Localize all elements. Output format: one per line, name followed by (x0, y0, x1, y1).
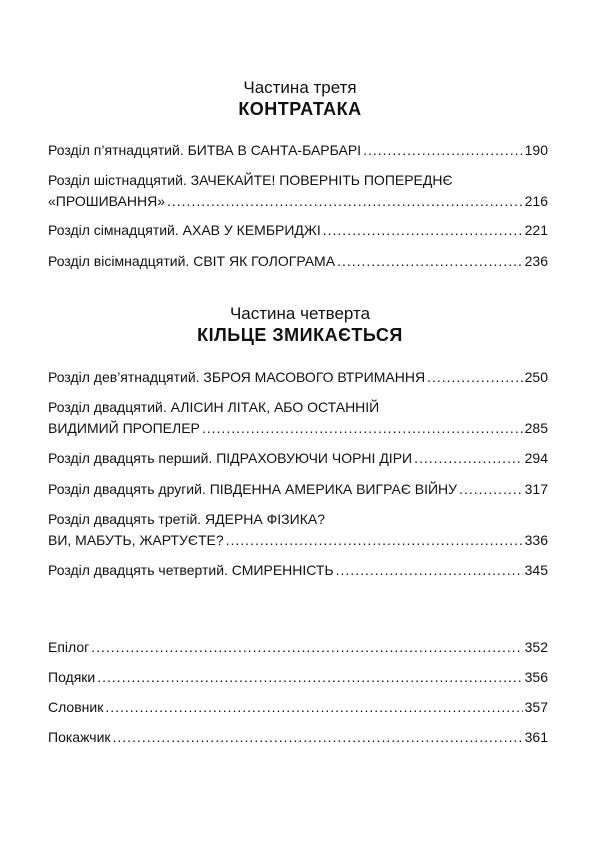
toc-entry-chapter-21 (48, 448, 548, 469)
toc-entry-title: Розділ шістнадцятий. ЗАЧЕКАЙТЕ! ПОВЕРНІТЬ ПОПЕРЕДНЄ (48, 172, 453, 188)
toc-entry-title: Розділ двадцять третій. ЯДЕРНА ФІЗИКА? (48, 511, 325, 527)
toc-entry-title-continued: ВИДИМИЙ ПРОПЕЛЕР (48, 420, 200, 436)
dot-leader (97, 667, 522, 688)
toc-entry-title: Розділ двадцятий. АЛІСИН ЛІТАК, АБО ОСТАННІЙ (48, 399, 380, 415)
toc-page-number: 357 (524, 699, 548, 715)
toc-entry-chapter-16 (48, 170, 548, 212)
dot-leader (202, 418, 523, 439)
dot-leader (226, 530, 523, 551)
toc-entry-epilogue (48, 637, 548, 658)
toc-entry-title: Подяки (48, 669, 96, 685)
toc-page-number: 216 (524, 193, 548, 209)
dot-leader (336, 560, 523, 581)
dot-leader (337, 251, 523, 272)
toc-entry-title: Розділ двадцять четвертий. СМИРЕННІСТЬ (48, 562, 334, 578)
toc-entry-title: Розділ п’ятнадцятий. БИТВА В САНТА-БАРБАРІ (48, 142, 362, 158)
toc-entry-chapter-20 (48, 397, 548, 439)
dot-leader (459, 479, 523, 500)
toc-page-number: 352 (524, 639, 548, 655)
toc-entry-title-continued: ВИ, МАБУТЬ, ЖАРТУЄТЕ? (48, 532, 224, 548)
toc-entry-chapter-17 (48, 220, 548, 241)
dot-leader (113, 727, 523, 748)
toc-page-number: 317 (524, 481, 548, 497)
toc-entry-chapter-19 (48, 367, 548, 388)
toc-entry-chapter-15 (48, 140, 548, 161)
toc-entry-glossary (48, 697, 548, 718)
toc-page-number: 236 (524, 253, 548, 269)
part-four-heading (0, 304, 600, 346)
toc-page-number: 356 (524, 669, 548, 685)
dot-leader (167, 191, 523, 212)
dot-leader (323, 220, 523, 241)
toc-entry-title: Розділ сімнадцятий. АХАВ У КЕМБРИДЖІ (48, 222, 321, 238)
toc-entry-index (48, 727, 548, 748)
dot-leader (414, 448, 523, 469)
toc-page-number: 336 (524, 532, 548, 548)
toc-entry-title-continued: «ПРОШИВАННЯ» (48, 193, 165, 209)
toc-entry-title: Розділ двадцять перший. ПІДРАХОВУЮЧИ ЧОРНІ ДІРИ (48, 450, 413, 466)
part-four-toc (48, 367, 548, 581)
part-three-label: Частина третя (243, 78, 357, 97)
dot-leader (91, 637, 522, 658)
toc-page-number: 221 (524, 222, 548, 238)
dot-leader (105, 697, 522, 718)
toc-entry-title: Епілог (48, 639, 90, 655)
part-three-toc (48, 140, 548, 272)
toc-page-number: 294 (524, 450, 548, 466)
part-three-heading (0, 78, 600, 120)
toc-entry-title: Розділ двадцять другий. ПІВДЕННА АМЕРИКА ВИГРАЄ ВІЙНУ (48, 481, 458, 497)
toc-entry-title: Розділ вісімнадцятий. СВІТ ЯК ГОЛОГРАМА (48, 253, 336, 269)
toc-page-number: 285 (524, 420, 548, 436)
part-three-title: КОНТРАТАКА (238, 99, 362, 119)
toc-page-number: 190 (524, 142, 548, 158)
toc-page-number: 250 (524, 369, 548, 385)
dot-leader (363, 140, 523, 161)
part-four-label: Частина четверта (229, 304, 371, 323)
toc-entry-chapter-18 (48, 251, 548, 272)
toc-entry-chapter-23 (48, 509, 548, 551)
toc-entry-title: Розділ дев’ятнадцятий. ЗБРОЯ МАСОВОГО ВТРИМАННЯ (48, 369, 426, 385)
dot-leader (427, 367, 523, 388)
toc-entry-acknowledgements (48, 667, 548, 688)
toc-page-number: 345 (524, 562, 548, 578)
part-four-title: КІЛЬЦЕ ЗМИКАЄТЬСЯ (197, 325, 403, 345)
toc-entry-chapter-22 (48, 479, 548, 500)
toc-entry-title: Покажчик (48, 729, 111, 745)
toc-page-number: 361 (524, 729, 548, 745)
backmatter-toc (48, 637, 548, 748)
toc-entry-chapter-24 (48, 560, 548, 581)
toc-entry-title: Словник (48, 699, 104, 715)
